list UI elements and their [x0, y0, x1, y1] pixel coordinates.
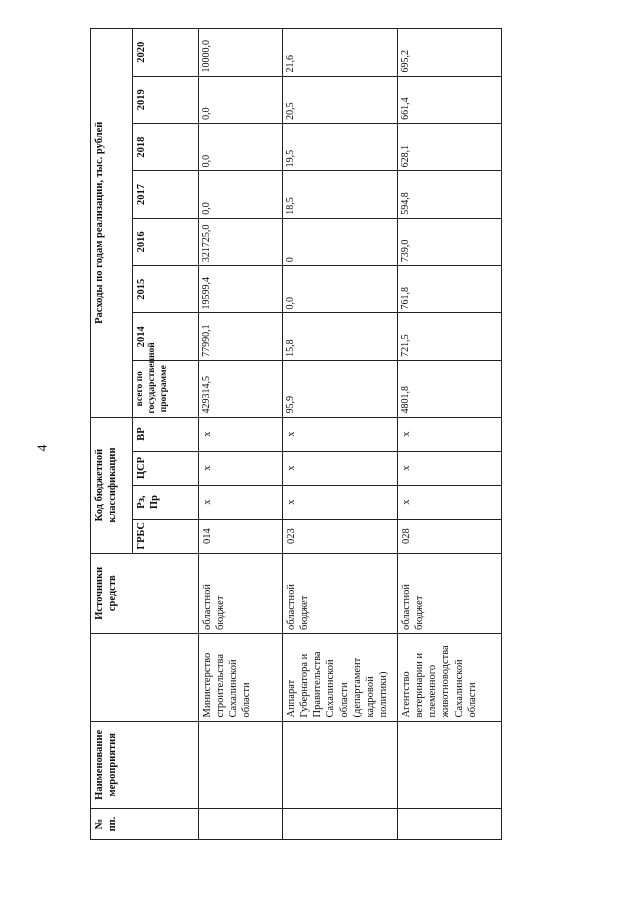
- row-grbs: 023: [283, 519, 398, 553]
- row-source: областной бюджет: [398, 553, 502, 633]
- table-row: [398, 29, 502, 840]
- row-value: 20,5: [283, 76, 398, 123]
- row-name: [398, 721, 502, 809]
- expenses-table: [90, 28, 502, 840]
- header-responsible: [91, 633, 199, 721]
- row-value: 661,4: [398, 76, 502, 123]
- header-year: 2020: [133, 29, 199, 77]
- row-value: 739,0: [398, 218, 502, 265]
- row-source: областной бюджет: [283, 553, 398, 633]
- row-responsible: Агентство ветеринарии и племенного животноводства Сахалинской области: [398, 633, 502, 721]
- header-csr: ЦСР: [133, 451, 199, 485]
- header-year: 2016: [133, 218, 199, 265]
- row-total: 4801,8: [398, 360, 502, 417]
- header-rzpr: Рз, Пр: [133, 485, 199, 519]
- header-year: 2017: [133, 171, 199, 218]
- header-num: № пп.: [91, 809, 199, 840]
- row-rzpr: x: [283, 485, 398, 519]
- row-value: 721,5: [398, 313, 502, 360]
- row-value: 628,1: [398, 123, 502, 170]
- row-num: [199, 809, 283, 840]
- table-row: [283, 29, 398, 840]
- header-name: Наименование мероприятия: [91, 721, 199, 809]
- row-source: областной бюджет: [199, 553, 283, 633]
- header-total: всего по государственной программе: [133, 360, 199, 417]
- row-rzpr: x: [398, 485, 502, 519]
- table-row: [199, 29, 283, 840]
- row-vr: x: [199, 417, 283, 451]
- row-value: 21,6: [283, 29, 398, 77]
- row-value: 15,8: [283, 313, 398, 360]
- row-responsible: Аппарат Губернатора и Правительства Сахалинской области (департамент кадровой политики): [283, 633, 398, 721]
- row-csr: x: [398, 451, 502, 485]
- row-vr: x: [283, 417, 398, 451]
- row-rzpr: x: [199, 485, 283, 519]
- row-value: 695,2: [398, 29, 502, 77]
- row-num: [398, 809, 502, 840]
- row-value: 594,8: [398, 171, 502, 218]
- row-value: 0,0: [199, 76, 283, 123]
- row-name: [283, 721, 398, 809]
- row-responsible: Министерство строительства Сахалинской области: [199, 633, 283, 721]
- row-total: 95,9: [283, 360, 398, 417]
- header-expenses: Расходы по годам реализации, тыс. рублей: [91, 29, 133, 418]
- page-number: 4: [35, 444, 51, 452]
- row-vr: x: [398, 417, 502, 451]
- header-year: 2019: [133, 76, 199, 123]
- header-year: 2014: [133, 313, 199, 360]
- row-csr: x: [199, 451, 283, 485]
- row-value: 321725,0: [199, 218, 283, 265]
- row-value: 0: [283, 218, 398, 265]
- header-vr: ВР: [133, 417, 199, 451]
- row-value: 0,0: [199, 171, 283, 218]
- header-source: Источники средств: [91, 553, 199, 633]
- row-value: 77990,1: [199, 313, 283, 360]
- header-year: 2015: [133, 266, 199, 313]
- header-budget-code: Код бюджетной классификации: [91, 417, 133, 553]
- header-year: 2018: [133, 123, 199, 170]
- row-value: 761,8: [398, 266, 502, 313]
- row-value: 10000,0: [199, 29, 283, 77]
- header-grbs: ГРБС: [133, 519, 199, 553]
- row-value: 0,0: [199, 123, 283, 170]
- header-row-1: [91, 29, 133, 840]
- row-value: 18,5: [283, 171, 398, 218]
- row-name: [199, 721, 283, 809]
- row-value: 0,0: [283, 266, 398, 313]
- row-num: [283, 809, 398, 840]
- row-grbs: 028: [398, 519, 502, 553]
- row-csr: x: [283, 451, 398, 485]
- row-grbs: 014: [199, 519, 283, 553]
- row-value: 19599,4: [199, 266, 283, 313]
- row-total: 429314,5: [199, 360, 283, 417]
- row-value: 19,5: [283, 123, 398, 170]
